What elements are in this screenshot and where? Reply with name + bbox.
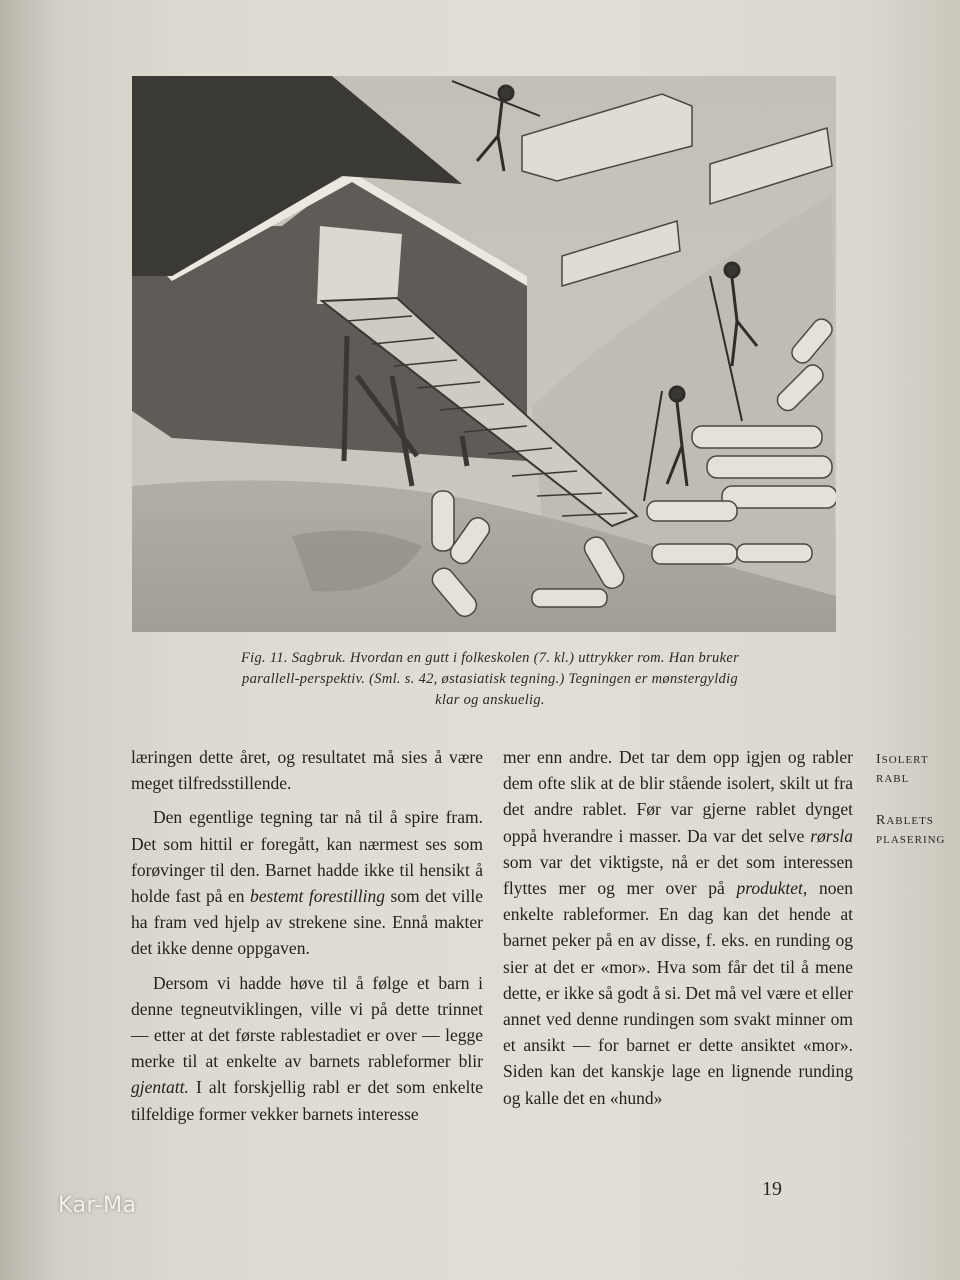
note-initial: I — [876, 752, 882, 767]
margin-note-isolert-rabl — [876, 750, 960, 789]
note-line-2: PLASERING — [876, 834, 946, 846]
paragraph-drawing-begins — [131, 804, 483, 961]
note-initial: R — [876, 813, 887, 828]
watermark: Kar-Ma — [58, 1193, 137, 1218]
body-column-left — [131, 744, 483, 1127]
note-line-2: RABL — [876, 773, 910, 785]
note-rest: ABLETS — [886, 815, 934, 827]
page-number: 19 — [762, 1178, 782, 1200]
sawmill-drawing-image — [132, 76, 836, 632]
text-span: noen enkelte rableformer. En dag kan det hende at barnet peker på en av disse, f. eks. en runding og sier at det er «mor». Hva som får det til å mene dette, er ikke så godt å si. Det må vel være et eller annet ved denne rundingen som svakt minner om et ansikt — for barnet er dette ansiktet «mor». Siden kan det kanskje lage en lignende runding og kalle det en «hund» — [503, 878, 853, 1108]
paragraph-continued — [503, 744, 853, 1111]
caption-line-3: klar og anskuelig. — [435, 692, 545, 708]
caption-line-2: parallell-perspektiv. (Sml. s. 42, østasiatisk tegning.) Tegningen er mønstergyldig — [242, 671, 738, 687]
text-span: Den egentlige tegning tar nå til å spire fram. Det som hittil er foregått, kan nærmest ses som forøvinger til den. Barnet hadde ikke til hensikt å holde fast på en — [131, 807, 483, 907]
text-span: som det ville ha fram ved hjelp av strekene sine. Ennå makter det ikke denne oppgaven. — [131, 886, 483, 959]
text-span: I alt forskjellig rabl er det som enkelte tilfeldige former vekker barnets interesse — [131, 1077, 483, 1124]
emphasis-text: bestemt forestilling — [249, 886, 386, 907]
body-column-right — [503, 744, 853, 1111]
figure-sawmill-drawing — [132, 76, 836, 632]
text-span: Dersom vi hadde høve til å følge et barn i denne tegneutviklingen, ville vi på dette trinnet — etter at det første rablestadiet er over — legge merke til at enkelte av barnets rableformer blir — [131, 972, 483, 1072]
margin-notes — [876, 750, 960, 872]
text-span: som var det viktigste, nå er det som interessen flyttes mer og mer over på — [503, 851, 853, 899]
margin-note-rablets-plasering — [876, 811, 960, 850]
note-rest: SOLERT — [881, 754, 929, 766]
emphasis-text: rørsla — [810, 825, 853, 846]
figure-caption — [170, 648, 810, 711]
paragraph-repetition — [131, 970, 483, 1127]
emphasis-text: gjentatt. — [131, 1077, 189, 1098]
text-span: mer enn andre. Det tar dem opp igjen og rabler dem ofte slik at de blir stående isolert, skilt ut fra det andre rablet. Før var gjerne rablet dynget oppå hverandre i masser. Da var det selve — [503, 747, 853, 846]
paragraph-continuation: læringen dette året, og resultatet må sies å være meget tilfredsstillende. — [131, 747, 483, 794]
caption-line-1: Fig. 11. Sagbruk. Hvordan en gutt i folkeskolen (7. kl.) uttrykker rom. Han bruker — [240, 650, 740, 666]
emphasis-text: produktet, — [736, 878, 808, 899]
